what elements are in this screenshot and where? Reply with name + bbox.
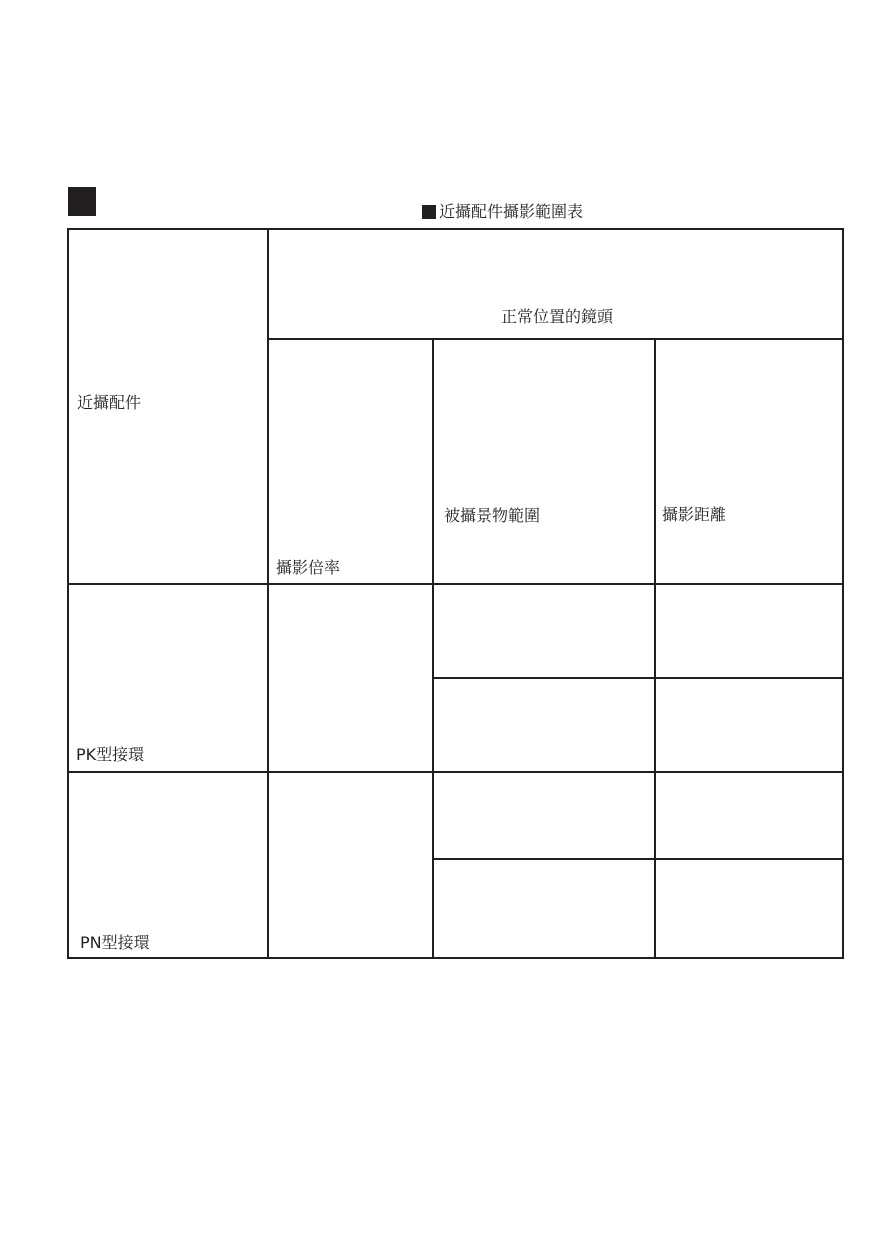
table-title-text: 近攝配件攝影範圍表 (439, 202, 584, 221)
header-normal-lens: 正常位置的鏡頭 (501, 307, 614, 326)
pn-row-split (432, 858, 844, 860)
accessory-column-line (267, 228, 269, 959)
table-border-right (842, 228, 844, 959)
header-bottom-line (67, 583, 844, 585)
header-accessory: 近攝配件 (77, 393, 142, 412)
table-border-bottom (67, 957, 844, 959)
header-divider (267, 338, 844, 340)
header-distance: 攝影距離 (662, 505, 727, 524)
pk-row-split (432, 677, 844, 679)
table-border-left (67, 228, 69, 959)
header-magnification: 攝影倍率 (276, 558, 341, 577)
header-subject-range: 被攝景物範圍 (444, 506, 541, 525)
subject-column-line (654, 338, 656, 959)
row-label-pn: PN型接環 (80, 933, 150, 952)
pk-row-bottom-line (67, 771, 844, 773)
magnification-column-line (432, 338, 434, 959)
table-border-top (67, 228, 844, 230)
row-label-pk: PK型接環 (76, 745, 145, 764)
